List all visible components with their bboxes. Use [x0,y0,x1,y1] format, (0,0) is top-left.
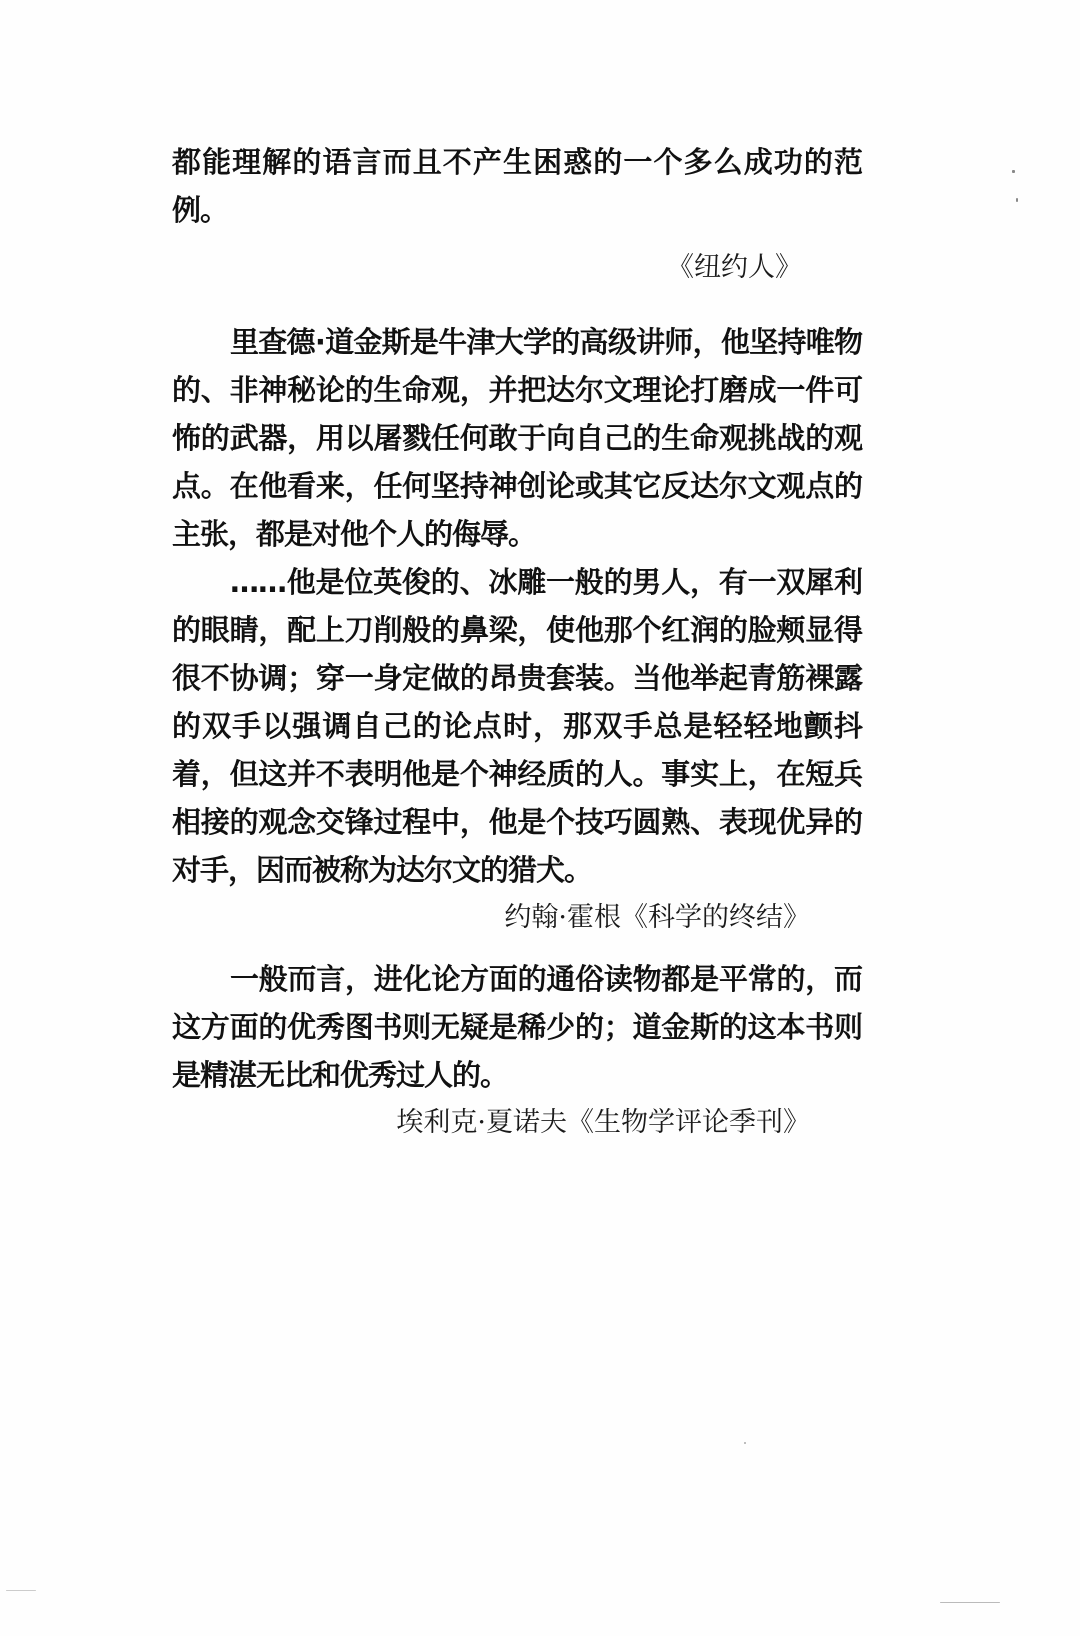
scan-speck [1012,170,1015,173]
quote-source: 约翰·霍根《科学的终结》 [504,902,810,933]
quote-source: 《纽约人》 [667,252,802,283]
quote-new-yorker [172,138,862,288]
scan-speck [1016,198,1018,202]
quote-paragraph: 里查德·道金斯是牛津大学的高级讲师，他坚持唯物的、非神秘论的生命观，并把达尔文理论打磨成一件可怖的武器，用以屠戮任何敢于向自己的生命观挑战的观点。在他看来，任何坚持神创论或其它反达尔文观点的主张，都是对他个人的侮辱。 [172,325,862,551]
quote-source: 埃利克·夏诺夫《生物学评论季刊》 [396,1107,810,1138]
scan-speck [744,1442,746,1444]
scan-speck [6,1590,36,1591]
quote-text: 一般而言，进化论方面的通俗读物都是平常的，而这方面的优秀图书则无疑是稀少的；道金斯的这本书则是精湛无比和优秀过人的。 [172,962,862,1092]
scan-speck [940,1602,1000,1603]
quote-text: 都能理解的语言而且不产生困惑的一个多么成功的范例。 [172,145,862,227]
quote-paragraph: ……他是位英俊的、冰雕一般的男人，有一双犀利的眼睛，配上刀削般的鼻梁，使他那个红润的脸颊显得很不协调；穿一身定做的昂贵套装。当他举起青筋裸露的双手以强调自己的论点时，那双手总是轻轻地颤抖着，但这并不表明他是个神经质的人。事实上，在短兵相接的观念交锋过程中，他是个技巧圆熟、表现优异的对手，因而被称为达尔文的猎犬。 [172,565,862,887]
quote-biology-review [172,955,862,1143]
quote-end-of-science [172,318,862,938]
